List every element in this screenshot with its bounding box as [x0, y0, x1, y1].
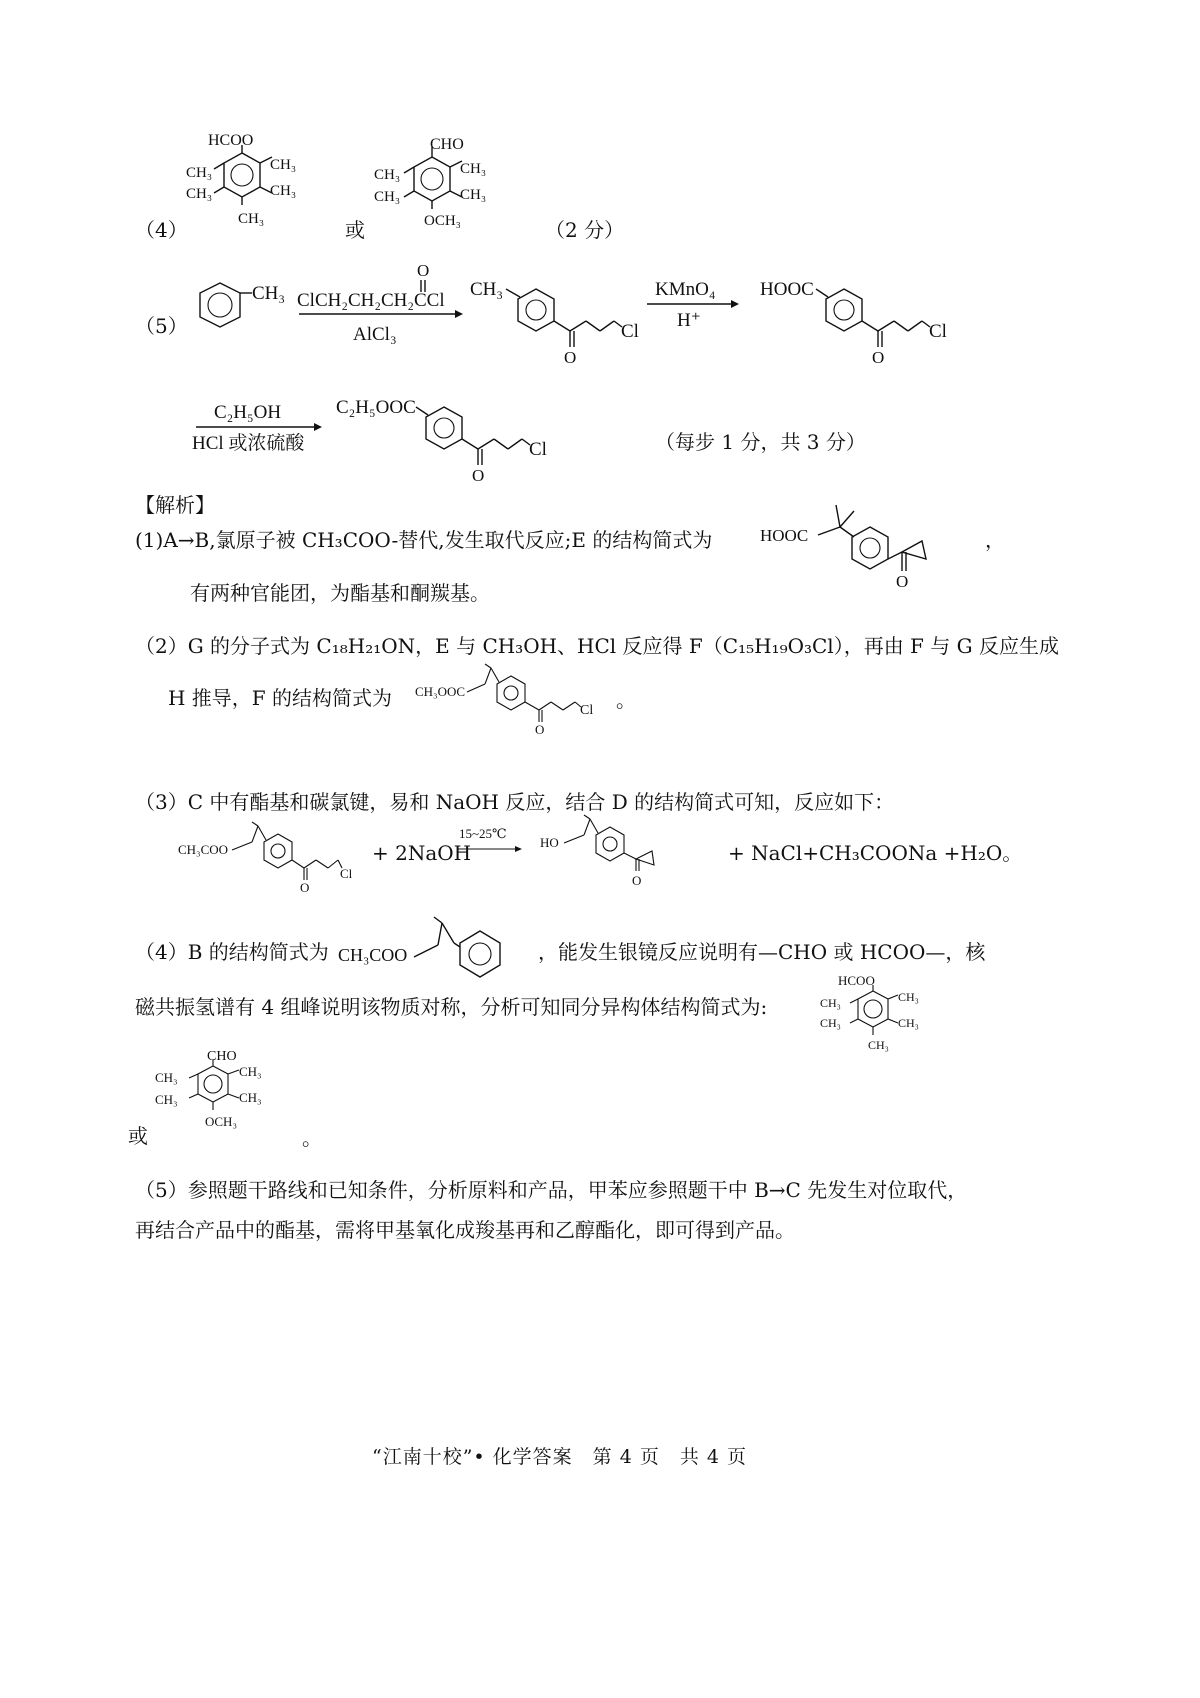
q5-p2-o: O — [872, 348, 885, 367]
p3-cond: 15~25℃ — [459, 826, 507, 841]
p3-arrow — [455, 826, 527, 866]
analysis-p2-b: H 推导，F 的结构简式为 — [168, 686, 393, 710]
analysis-p1-b: 有两种官能团，为酯基和酮羰基。 — [190, 581, 490, 605]
i2-r1: CH₃ — [239, 1064, 262, 1079]
q4-m2-l1: CH₃ — [374, 167, 401, 183]
q5-arrow-1 — [295, 258, 470, 348]
i1-l2: CH₃ — [820, 1016, 841, 1030]
analysis-p5-b: 再结合产品中的酯基，需将甲基氧化成羧基再和乙醇酯化，即可得到产品。 — [135, 1218, 795, 1242]
q5-p2-cl: Cl — [929, 321, 947, 342]
e-hooc: HOOC — [760, 526, 809, 545]
q5-arrow-2 — [645, 275, 745, 335]
q5-r1-bottom: AlCl₃ — [353, 324, 397, 345]
structure-B — [338, 915, 518, 990]
q4-m1-l1: CH₃ — [186, 165, 213, 181]
i2-r2: CH₃ — [239, 1090, 262, 1105]
page-footer: “江南十校”• 化学答案 第 4 页 共 4 页 — [372, 1446, 748, 1468]
q5-p1-cl: Cl — [621, 321, 639, 342]
i1-r1: CH₃ — [898, 990, 919, 1004]
q5-toluene — [190, 275, 300, 345]
i2-l2: CH₃ — [155, 1092, 178, 1107]
q5-p1-o: O — [564, 348, 577, 367]
d-ho: HO — [540, 835, 559, 850]
q5-r2-top: KMnO₄ — [655, 279, 716, 300]
q4-m1-r1: CH₃ — [270, 157, 297, 173]
q5-p1-ch3: CH₃ — [470, 279, 504, 300]
analysis-p3-products: + NaCl+CH₃COONa +H₂O。 — [728, 841, 1023, 865]
structure-E — [760, 497, 990, 597]
d-o: O — [632, 873, 642, 888]
analysis-p1-a: (1)A→B,氯原子被 CH₃COO-替代,发生取代反应;E 的结构简式为 — [135, 528, 713, 552]
f-ester: CH₃OOC — [415, 684, 466, 699]
e-o: O — [896, 572, 909, 591]
i1-l1: CH₃ — [820, 996, 841, 1010]
i2-top: CHO — [207, 1049, 237, 1064]
analysis-p4-end: 。 — [302, 1126, 322, 1150]
structure-D — [540, 815, 680, 895]
q5-r3-top: C₂H₅OH — [214, 402, 282, 423]
analysis-title: 【解析】 — [135, 493, 215, 517]
q5-product-2 — [760, 275, 960, 375]
c-ester: CH₃COO — [178, 842, 229, 857]
q4-m2-top: CHO — [430, 136, 464, 153]
q4-m2-bottom: OCH₃ — [424, 213, 461, 229]
i1-r2: CH₃ — [898, 1016, 919, 1030]
f-cl: Cl — [580, 703, 594, 718]
analysis-p4-b: ，能发生银镜反应说明有—CHO 或 HCOO—，核 — [538, 940, 986, 964]
q4-m1-l2: CH₃ — [186, 186, 213, 202]
q4-m1-top: HCOO — [208, 132, 254, 149]
q4-m1-r2: CH₃ — [270, 183, 297, 199]
q5-r2-bottom: H⁺ — [677, 310, 701, 331]
q4-m2-l2: CH₃ — [374, 189, 401, 205]
q5-label: （5） — [135, 314, 188, 338]
q4-m1-bottom: CH₃ — [238, 211, 265, 227]
analysis-p5-a: （5）参照题干路线和已知条件，分析原料和产品，甲苯应参照题干中 B→C 先发生对位取代， — [135, 1178, 968, 1202]
q5-r3-bottom: HCl 或浓硫酸 — [192, 433, 305, 454]
q5-product-3 — [336, 393, 576, 493]
i2-bottom: OCH₃ — [205, 1114, 237, 1129]
q4-score: （2 分） — [545, 218, 625, 242]
q5-r1-o: O — [417, 261, 430, 280]
q5-score: （每步 1 分，共 3 分） — [655, 430, 866, 454]
q4-or: 或 — [345, 218, 365, 242]
analysis-p2-end: 。 — [616, 688, 636, 712]
analysis-p4-a: （4）B 的结构简式为 — [135, 940, 329, 964]
q4-m2-r1: CH₃ — [460, 161, 487, 177]
analysis-p3-naoh: + 2NaOH — [372, 841, 472, 865]
f-o: O — [535, 722, 545, 737]
q5-r1-top: ClCH₂CH₂CH₂CCl — [297, 290, 445, 311]
q4-label: （4） — [135, 218, 188, 242]
structure-F — [415, 662, 615, 742]
c-cl: Cl — [340, 866, 353, 881]
q5-toluene-ch3: CH₃ — [252, 283, 286, 304]
analysis-p1-comma: ， — [985, 528, 1005, 552]
q4-structure-1 — [180, 132, 320, 235]
p4-isomer-2 — [155, 1048, 285, 1133]
structure-C — [178, 818, 368, 898]
i1-bottom: CH₃ — [868, 1038, 889, 1052]
i1-top: HCOO — [838, 973, 875, 988]
q4-m2-r2: CH₃ — [460, 187, 487, 203]
p4-isomer-1 — [818, 975, 938, 1060]
i2-l1: CH₃ — [155, 1070, 178, 1085]
q5-arrow-3 — [190, 398, 330, 458]
analysis-p2-a: （2）G 的分子式为 C₁₈H₂₁ON，E 与 CH₃OH、HCl 反应得 F（C₁₅H₁₉O₃Cl），再由 F 与 G 反应生成 — [135, 634, 1059, 658]
q5-p2-hooc: HOOC — [760, 279, 814, 300]
c-o: O — [300, 880, 310, 895]
analysis-p4-or: 或 — [128, 1124, 148, 1148]
q4-structure-2 — [370, 135, 510, 235]
q5-p3-o: O — [472, 466, 485, 485]
q5-p3-cl: Cl — [529, 439, 547, 460]
q5-product-1 — [470, 275, 640, 375]
q5-p3-ester: C₂H₅OOC — [336, 397, 416, 418]
analysis-p4-c: 磁共振氢谱有 4 组峰说明该物质对称，分析可知同分异构体结构简式为: — [135, 995, 768, 1019]
analysis-p3-a: （3）C 中有酯基和碳氯键，易和 NaOH 反应，结合 D 的结构简式可知，反应如下： — [135, 790, 895, 814]
b-ester: CH₃COO — [338, 945, 408, 965]
